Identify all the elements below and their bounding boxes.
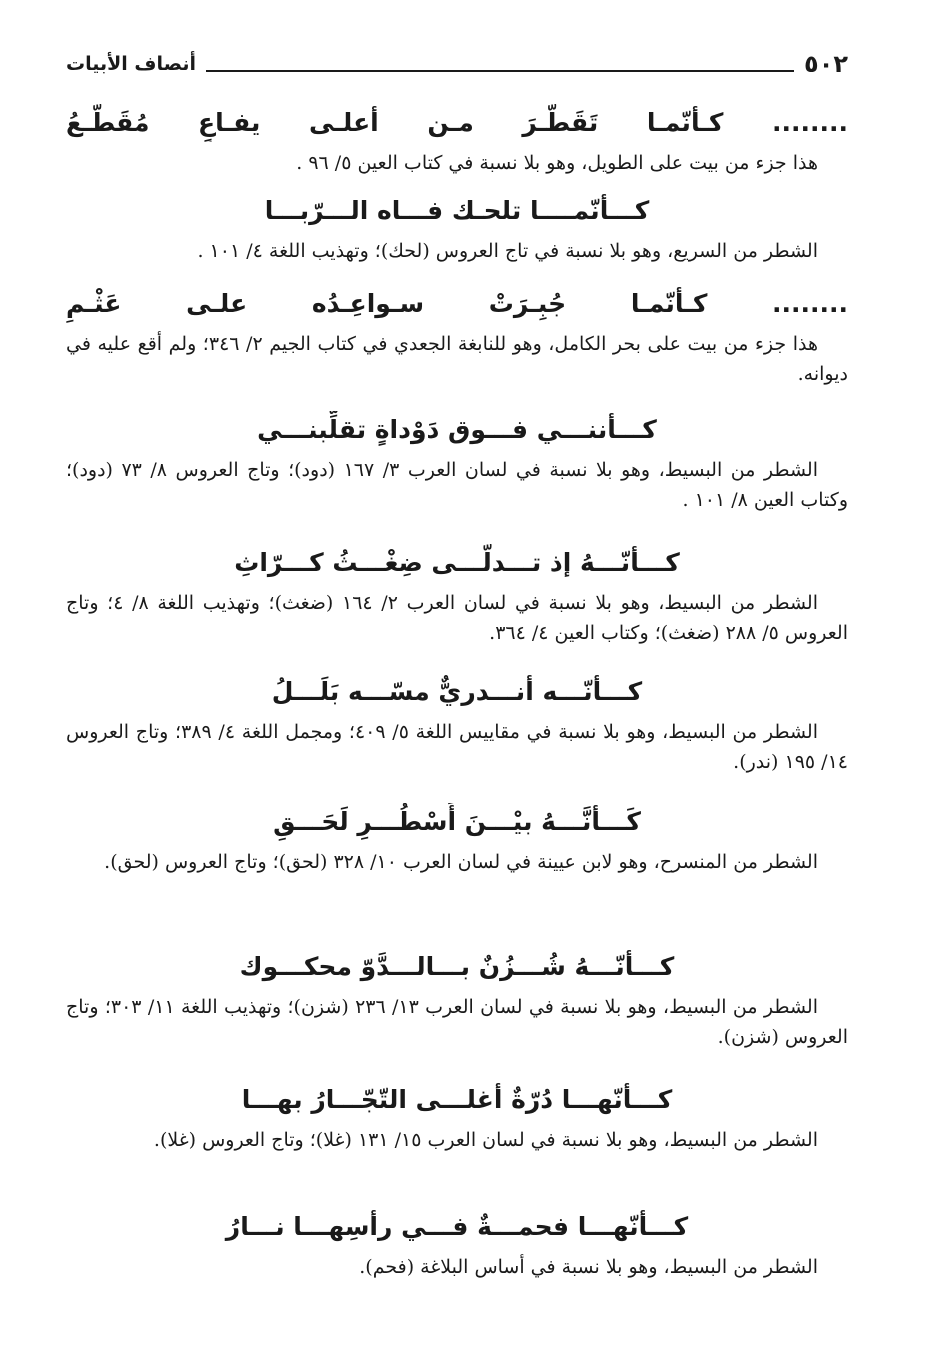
half-verse: كـــأنّمــــا تلحـك فـــاه الـــرّبـــا — [264, 196, 650, 225]
half-verse: كـــأنّهـــا دُرّةٌ أغلـــى التّجّـــارُ بهـــا — [241, 1085, 673, 1114]
verse-entry — [66, 673, 848, 777]
verse-note: هذا جزء من بيت على بحر الكامل، وهو للنابغة الجعدي في كتاب الجيم ٢/ ٣٤٦؛ ولم أقع عليه في ديوانه. — [66, 333, 848, 385]
verse-entry — [66, 1081, 848, 1155]
verse-note: الشطر من المنسرح، وهو لابن عيينة في لسان العرب ١٠/ ٣٢٨ (لحق)؛ وتاج العروس (لحق). — [104, 851, 818, 873]
half-verse: كـــأنّهـــا فحمـــةٌ فـــي رأسِهـــا نـــارُ — [225, 1212, 689, 1241]
half-verse: كـــأننـــي فـــوق دَوْداةٍ تقلِّبنـــي — [257, 415, 657, 444]
verse-note: الشطر من البسيط، وهو بلا نسبة في لسان العرب ٣/ ١٦٧ (دود)؛ وتاج العروس ٨/ ٧٣ (دود)؛ وكتاب العين ٨/ ١٠١ . — [66, 459, 848, 511]
half-verse: كـــأنّـــه أنـــدريٌّ مسّـــه بَلَـــلُ — [271, 677, 643, 706]
half-verse: ........ كـأنّمـا جُبِـرَتْ سـواعِـدُه علـى عَثْـمِ — [66, 289, 848, 318]
half-verse: كـــأنّـــهُ إذ تـــدلّـــى ضِغْـــثُ كـــرّاثِ — [234, 548, 680, 577]
running-title: أنصاف الأبيات — [66, 53, 196, 75]
half-verse: كَـــأنَّـــهُ بيْـــنَ أَسْطُـــرِ لَحَـــقِ — [273, 807, 641, 836]
verse-entry — [66, 192, 848, 266]
verse-note: هذا جزء من بيت على الطويل، وهو بلا نسبة في كتاب العين ٥/ ٩٦ . — [296, 152, 818, 174]
page-header — [66, 44, 848, 84]
verse-entry — [66, 104, 848, 178]
verse-note: الشطر من البسيط، وهو بلا نسبة في مقاييس اللغة ٥/ ٤٠٩؛ ومجمل اللغة ٤/ ٣٨٩؛ وتاج العروس ١٤/ ١٩٥ (ندر). — [66, 721, 848, 773]
half-verse: ........ كـأنّمـا تَقَطّـرَ مـن أعلـى يفـاعٍ مُقَطَّـعُ — [66, 108, 848, 137]
verse-entry — [66, 411, 848, 515]
verse-entry — [66, 285, 848, 389]
page-number: ٥٠٢ — [804, 50, 848, 78]
verse-note: الشطر من البسيط، وهو بلا نسبة في لسان العرب ١٣/ ٢٣٦ (شزن)؛ وتهذيب اللغة ١١/ ٣٠٣؛ وتاج العروس (شزن). — [66, 996, 848, 1048]
half-verse: كـــأنّـــهُ شُـــزُنٌ بـــالـــدَّوّ محكـــوك — [239, 952, 675, 981]
verse-entry — [66, 1208, 848, 1282]
header-rule — [206, 70, 794, 72]
verse-note: الشطر من البسيط، وهو بلا نسبة في لسان العرب ٢/ ١٦٤ (ضغث)؛ وتهذيب اللغة ٨/ ٤؛ وتاج العروس ٥/ ٢٨٨ (ضغث)؛ وكتاب العين ٤/ ٣٦٤. — [66, 592, 848, 644]
verse-entry — [66, 803, 848, 877]
verse-note: الشطر من البسيط، وهو بلا نسبة في أساس البلاغة (فحم). — [359, 1256, 818, 1278]
verse-entry — [66, 544, 848, 648]
verse-note: الشطر من السريع، وهو بلا نسبة في تاج العروس (لحك)؛ وتهذيب اللغة ٤/ ١٠١ . — [197, 240, 818, 262]
verse-entry — [66, 948, 848, 1052]
verse-note: الشطر من البسيط، وهو بلا نسبة في لسان العرب ١٥/ ١٣١ (غلا)؛ وتاج العروس (غلا). — [153, 1129, 818, 1151]
